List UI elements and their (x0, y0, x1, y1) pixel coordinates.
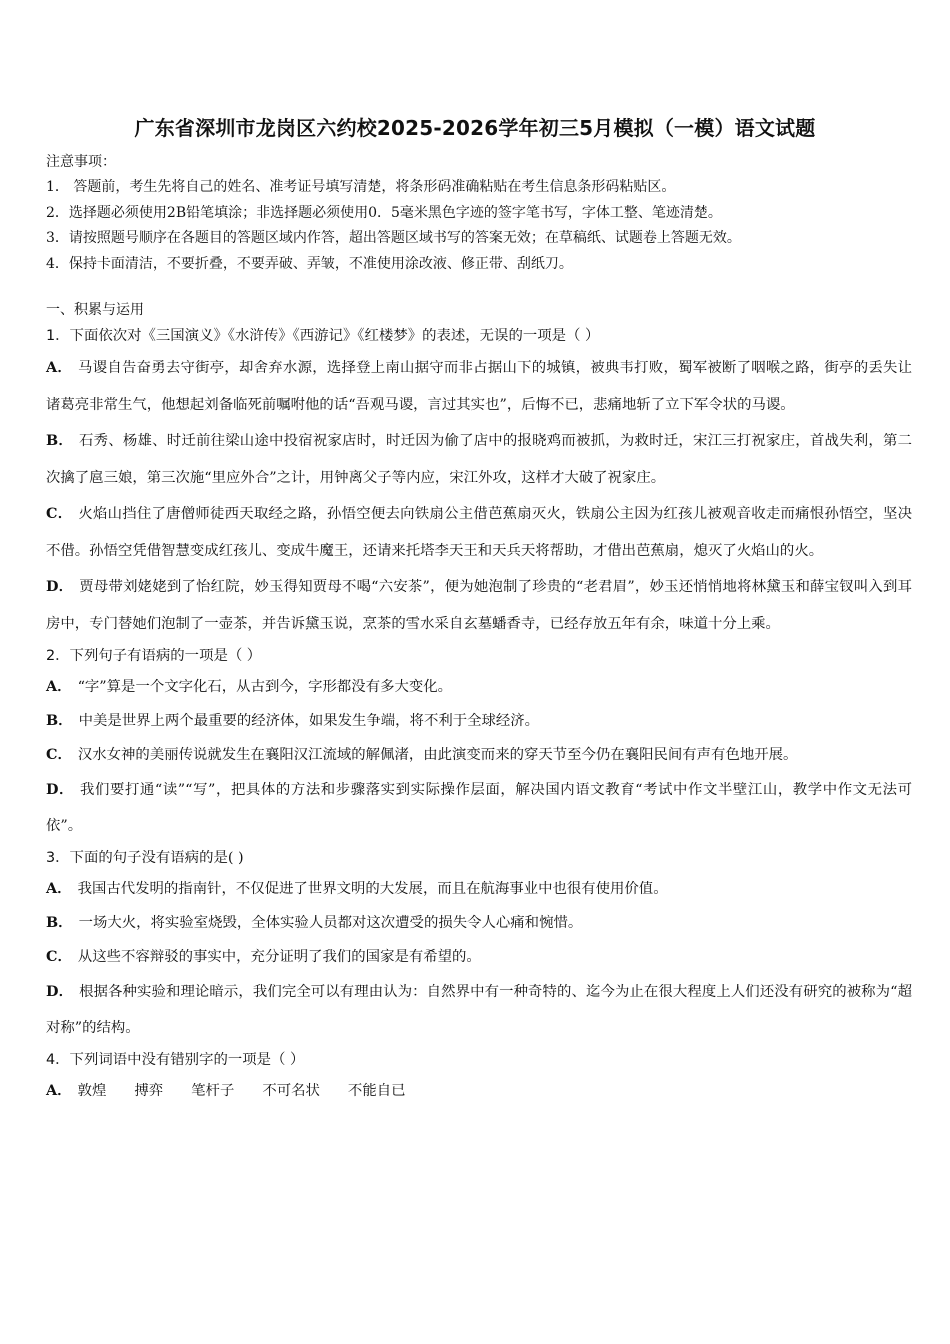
word-item: 不可名状 (262, 1083, 320, 1099)
question-4-stem (46, 1046, 912, 1074)
section-heading: 一、积累与运用 (46, 302, 144, 318)
question-3-option-c (46, 940, 912, 974)
question-2-option-a (46, 670, 912, 704)
option-text: 一场大火，将实验室烧毁，全体实验人员都对这次遭受的损失令人心痛和惋惜。 (78, 915, 583, 931)
question-number: 4． (46, 1052, 70, 1068)
notice-heading: 注意事项： (46, 154, 116, 170)
option-label: A． (46, 1082, 72, 1099)
question-3-option-d (46, 974, 912, 1046)
option-text: 马谡自告奋勇去守街亭，却舍弃水源，选择登上南山据守而非占据山下的城镇，被典韦打败，蜀军被断了咽喉之路，街亭的丢失让诸葛亮非常生气，他想起刘备临死前嘱咐他的话“吾观马谡，言过其实也”，后悔不已，悲痛地斩了立下军令状的马谡。 (46, 360, 912, 413)
question-2-stem (46, 642, 912, 670)
option-text: 中美是世界上两个最重要的经济体，如果发生争端，将不利于全球经济。 (78, 713, 540, 729)
option-text: “字”算是一个文字化石，从古到今，字形都没有多大变化。 (77, 679, 453, 695)
option-label: A． (46, 678, 72, 695)
option-label: C． (46, 948, 72, 965)
option-label: C． (46, 746, 72, 763)
questions (46, 322, 912, 1108)
question-text: 下面依次对《三国演义》《水浒传》《西游记》《红楼梦》的表述，无误的一项是（ ） (69, 328, 600, 344)
notice-item: 4．保持卡面清洁，不要折叠，不要弄破、弄皱，不准使用涂改液、修正带、刮纸刀。 (46, 255, 573, 272)
question-1-stem (46, 322, 912, 350)
option-label: D． (46, 781, 75, 798)
option-label: D． (46, 983, 74, 1000)
question-3-option-b (46, 906, 912, 940)
option-text: 汉水女神的美丽传说就发生在襄阳汉江流域的解佩渚，由此演变而来的穿天节至今仍在襄阳民间有声有色地开展。 (77, 747, 798, 763)
question-2-option-c (46, 738, 912, 772)
question-number: 3． (46, 850, 70, 866)
notice-item: 1． 答题前，考生先将自己的姓名、准考证号填写清楚，将条形码准确粘贴在考生信息条形码粘贴区。 (46, 179, 676, 196)
option-text: 根据各种实验和理论暗示，我们完全可以有理由认为：自然界中有一种奇特的、迄今为止在很大程度上人们还没有研究的被称为“超对称”的结构。 (46, 984, 912, 1036)
question-1-option-d (46, 569, 912, 642)
word-item: 笔杆子 (191, 1083, 235, 1099)
question-text: 下列词语中没有错别字的一项是（ ） (69, 1052, 305, 1068)
question-4-option-a (46, 1074, 912, 1108)
word-item: 不能自已 (347, 1083, 406, 1099)
option-label: C． (46, 505, 73, 522)
option-text: 我国古代发明的指南针，不仅促进了世界文明的大发展，而且在航海事业中也很有使用价值。 (77, 881, 668, 897)
word-item: 搏弈 (134, 1083, 164, 1099)
option-label: B． (46, 432, 74, 449)
question-number: 2． (46, 648, 70, 664)
question-3-option-a (46, 872, 912, 906)
question-1-option-b (46, 423, 912, 496)
option-label: D． (46, 578, 74, 595)
question-3-stem (46, 844, 912, 872)
option-label: B． (46, 712, 73, 729)
option-label: B． (46, 914, 73, 931)
exam-title: 广东省深圳市龙岗区六约校2025-2026学年初三5月模拟（一模）语文试题 (134, 116, 816, 140)
option-text: 石秀、杨雄、时迁前往梁山途中投宿祝家店时，时迁因为偷了店中的报晓鸡而被抓，为救时迁，宋江三打祝家庄，首战失利，第二次擒了扈三娘，第三次施“里应外合”之计，用钟离父子等内应，宋江外攻，这样才大破了祝家庄。 (46, 433, 912, 486)
question-2-option-b (46, 704, 912, 738)
notice-block (46, 150, 916, 277)
option-label: A． (46, 359, 73, 376)
word-item: 敦煌 (77, 1083, 107, 1099)
option-label: A． (46, 880, 72, 897)
notice-item: 3．请按照题号顺序在各题目的答题区域内作答，超出答题区域书写的答案无效；在草稿纸、试题卷上答题无效。 (46, 230, 741, 247)
question-1-option-c (46, 496, 912, 569)
notice-item: 2．选择题必须使用2B铅笔填涂；非选择题必须使用0．5毫米黑色字迹的签字笔书写，字体工整、笔迹清楚。 (46, 204, 722, 221)
option-text: 我们要打通“读”“写”，把具体的方法和步骤落实到实际操作层面，解决国内语文教育“考试中作文半壁江山，教学中作文无法可依”。 (46, 782, 912, 834)
option-text: 贾母带刘姥姥到了怡红院，妙玉得知贾母不喝“六安茶”，便为她泡制了珍贵的“老君眉”，妙玉还悄悄地将林黛玉和薛宝钗叫入到耳房中，专门替她们泡制了一壶茶，并告诉黛玉说，烹茶的雪水采自玄墓蟠香寺，已经存放五年有余，味道十分上乘。 (46, 579, 912, 632)
option-text: 从这些不容辩驳的事实中，充分证明了我们的国家是有希望的。 (77, 949, 481, 965)
question-text: 下面的句子没有语病的是( ) (69, 850, 244, 866)
question-2-option-d (46, 772, 912, 844)
question-text: 下列句子有语病的一项是（ ） (69, 648, 262, 664)
question-1-option-a (46, 350, 912, 423)
question-number: 1． (46, 328, 70, 344)
option-text: 火焰山挡住了唐僧师徒西天取经之路，孙悟空便去向铁扇公主借芭蕉扇灭火，铁扇公主因为红孩儿被观音收走而痛恨孙悟空，坚决不借。孙悟空凭借智慧变成红孩儿、变成牛魔王，还请来托塔李天王和天兵天将帮助，才借出芭蕉扇，熄灭了火焰山的火。 (46, 506, 912, 559)
